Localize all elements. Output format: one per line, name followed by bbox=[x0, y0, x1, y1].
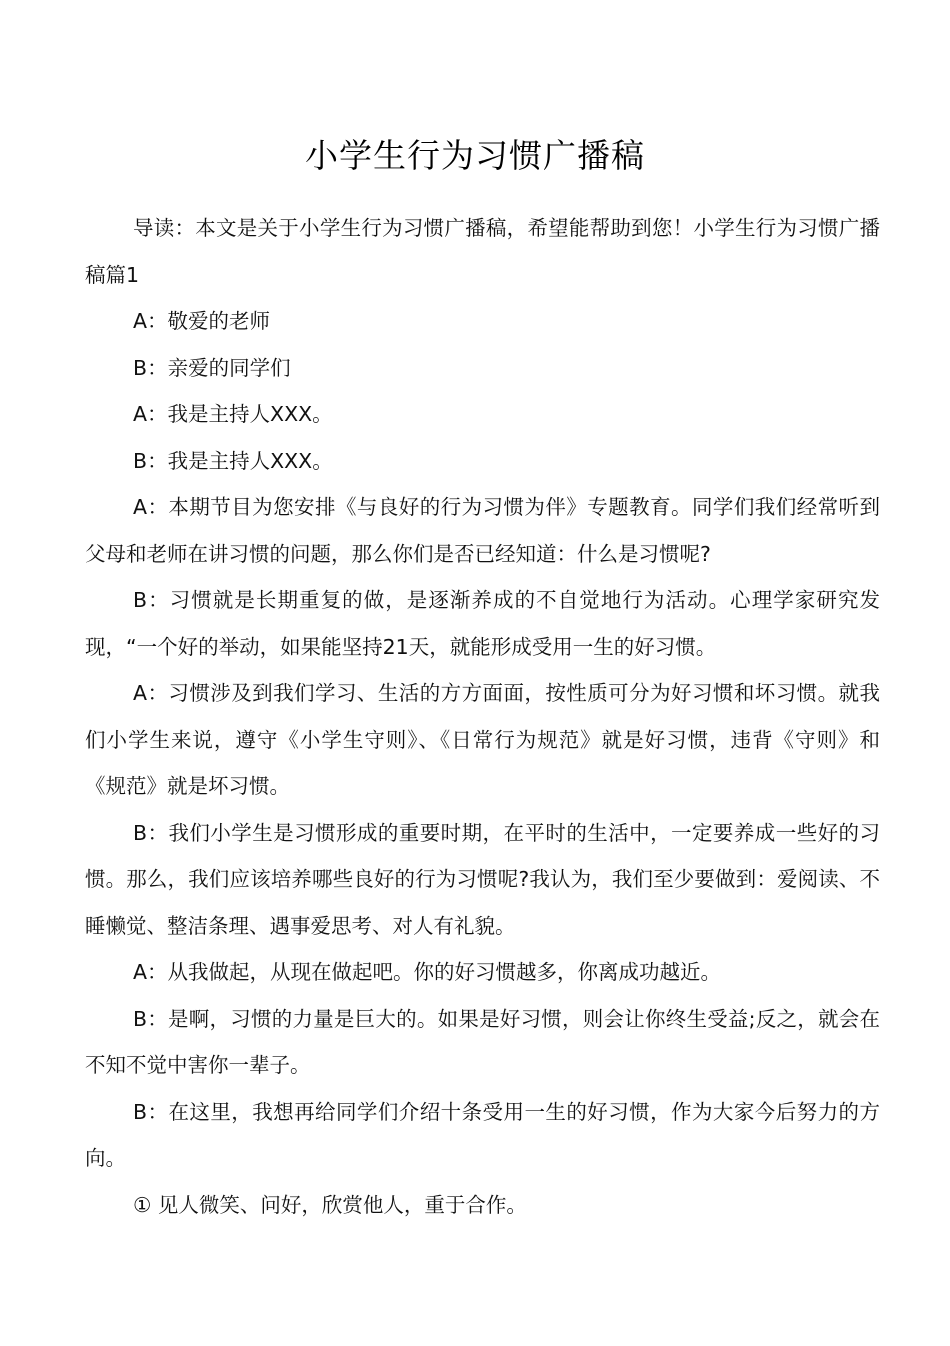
document-title: 小学生行为习惯广播稿 bbox=[305, 136, 645, 175]
paragraph-host-a: A：我是主持人XXX。 bbox=[133, 402, 333, 426]
paragraph-intro: 导读：本文是关于小学生行为习惯广播稿，希望能帮助到您！小学生行为习惯广播稿篇1 bbox=[85, 216, 880, 287]
paragraph-ten-habits: B：在这里，我想再给同学们介绍十条受用一生的好习惯，作为大家今后努力的方向。 bbox=[85, 1099, 880, 1170]
paragraph-habit-power: B：是啊，习惯的力量是巨大的。如果是好习惯，则会让你终生受益;反之，就会在不知不觉中害你一辈子。 bbox=[85, 1006, 880, 1077]
document-body bbox=[85, 205, 880, 1228]
paragraph-host-b: B：我是主持人XXX。 bbox=[133, 448, 333, 473]
paragraph-habit-definition: B：习惯就是长期重复的做，是逐渐养成的不自觉地行为活动。心理学家研究发现，“一个好的举动，如果能坚持21天，就能形成受用一生的好习惯。 bbox=[85, 588, 880, 659]
paragraph-greeting-students: B：亲爱的同学们 bbox=[133, 355, 291, 380]
list-item-habit-1: ① 见人微笑、问好，欣赏他人，重于合作。 bbox=[133, 1192, 527, 1217]
paragraph-habit-types: A：习惯涉及到我们学习、生活的方方面面，按性质可分为好习惯和坏习惯。就我们小学生来说，遵守《小学生守则》、《日常行为规范》就是好习惯，违背《守则》和《规范》就是坏习惯。 bbox=[85, 681, 880, 798]
paragraph-greeting-teacher: A：敬爱的老师 bbox=[133, 309, 271, 333]
paragraph-good-habits: B：我们小学生是习惯形成的重要时期，在平时的生活中，一定要养成一些好的习惯。那么，我们应该培养哪些良好的行为习惯呢?我认为，我们至少要做到：爱阅读、不睡懒觉、整洁条理、遇事爱思考、对人有礼貌。 bbox=[85, 820, 880, 938]
paragraph-program-intro: A：本期节目为您安排《与良好的行为习惯为伴》专题教育。同学们我们经常听到父母和老师在讲习惯的问题，那么你们是否已经知道：什么是习惯呢? bbox=[85, 495, 880, 566]
paragraph-start-now: A：从我做起，从现在做起吧。你的好习惯越多，你离成功越近。 bbox=[133, 960, 722, 984]
